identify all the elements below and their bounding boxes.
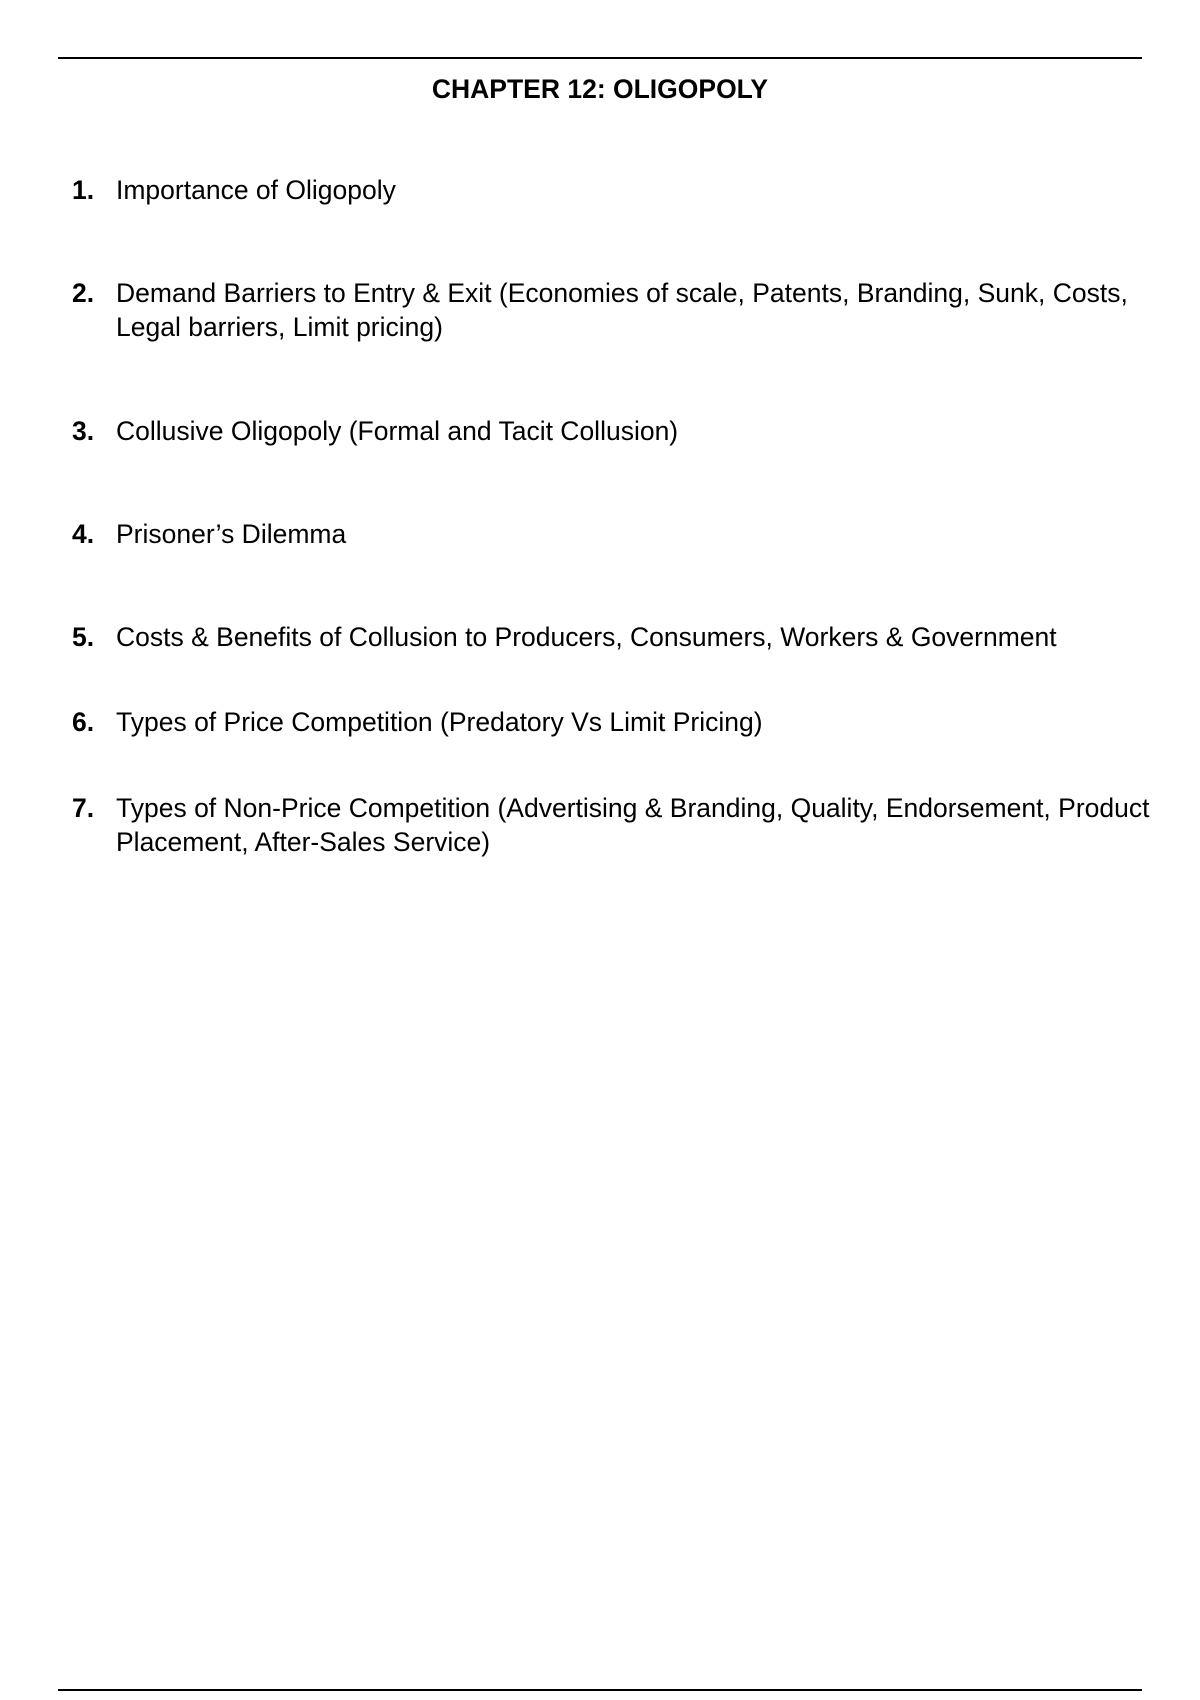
top-rule [58, 57, 1142, 59]
topic-text: Prisoner’s Dilemma [116, 519, 347, 549]
topic-text: Costs & Benefits of Collusion to Producers, Consumers, Workers & Government [116, 622, 1057, 652]
topic-number: 1. [72, 175, 95, 205]
topic-text: Demand Barriers to Entry & Exit (Economies of scale, Patents, Branding, Sunk, Costs, Legal barriers, Limit pricing) [116, 278, 1128, 342]
page-title: CHAPTER 12: OLIGOPOLY [431, 74, 769, 104]
topic-number: 2. [72, 278, 95, 308]
topic-number: 7. [72, 793, 95, 823]
topic-number: 5. [72, 622, 95, 652]
bottom-rule [58, 1689, 1142, 1691]
topic-text: Types of Non-Price Competition (Advertising & Branding, Quality, Endorsement, Product Placement, After-Sales Service) [116, 793, 1150, 857]
topic-number: 6. [72, 707, 95, 737]
topic-text: Importance of Oligopoly [116, 175, 396, 205]
topic-text: Types of Price Competition (Predatory Vs Limit Pricing) [116, 707, 763, 737]
topic-number: 3. [72, 416, 95, 446]
topic-number: 4. [72, 519, 95, 549]
topic-text: Collusive Oligopoly (Formal and Tacit Collusion) [116, 416, 679, 446]
